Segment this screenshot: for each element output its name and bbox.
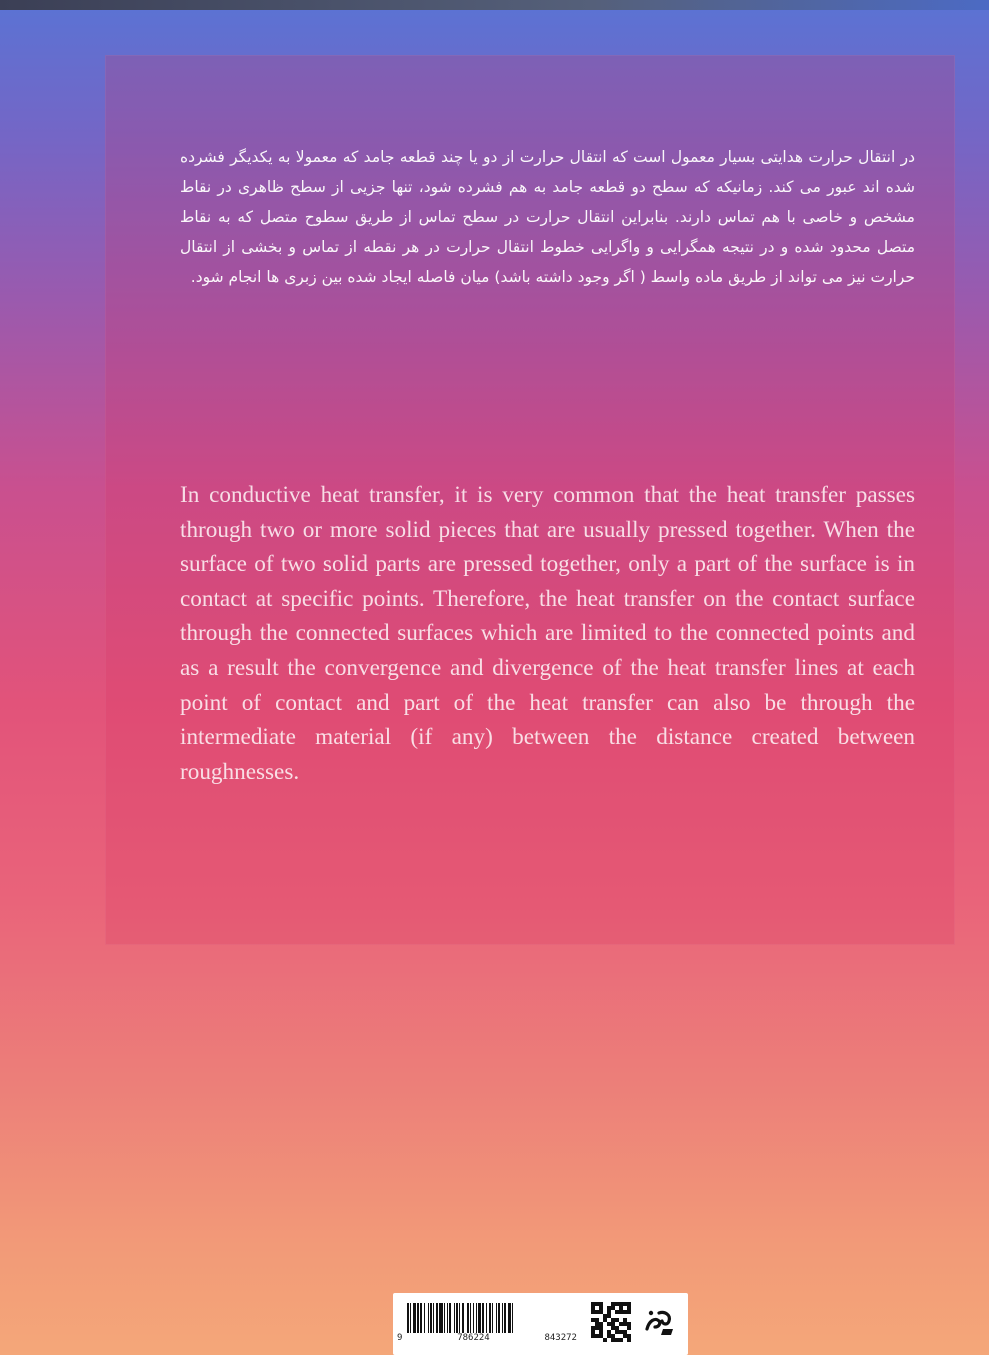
cover-top-edge [0,0,989,10]
barcode-bars [407,1303,561,1333]
english-paragraph: In conductive heat transfer, it is very common that the heat transfer passes through two or more solid pieces that are usually pressed together. When the surface of two solid parts are pressed together, only a part of the surface is in contact at specific points. Therefore, the heat transfer on the contact surface through the connected surfaces which are limited to the connected points and as a result the convergence and divergence of the heat transfer lines at each point of contact and part of the heat transfer can also be through the intermediate material (if any) between the distance created between roughnesses. [180,482,915,785]
qr-module [627,1338,631,1342]
persian-paragraph: در انتقال حرارت هدایتی بسیار معمول است که انتقال حرارت از دو یا چند قطعه جامد که معمولا به یکدیگر فشرده شده اند عبور می کند. زمانیکه که سطح دو قطعه جامد به هم فشرده شود، تنها جزیی از سطح ظاهری در نقاط مشخص و خاصی با هم تماس دارند. بنابراین انتقال حرارت در سطح تماس از طریق سطوح متصل که به نقاط متصل محدود شده و در نتیجه همگرایی و واگرایی خطوط انتقال حرارت در هر نقطه از تماس و بخشی از انتقال حرارت نیز می تواند از طریق ماده واسط ( اگر وجود داشته باشد) میان فاصله ایجاد شده بین زبری ها انجام شود. [180,148,915,286]
barcode-label [393,1293,688,1355]
barcode-gap [513,1303,515,1333]
barcode-digit-group-1: 786224 [457,1333,490,1343]
barcode-digit-prefix: 9 [397,1333,403,1343]
publisher-logo [641,1303,679,1341]
barcode-digits [397,1333,577,1343]
barcode-digit-group-2: 843272 [544,1333,577,1343]
qr-code-icon [591,1302,631,1342]
